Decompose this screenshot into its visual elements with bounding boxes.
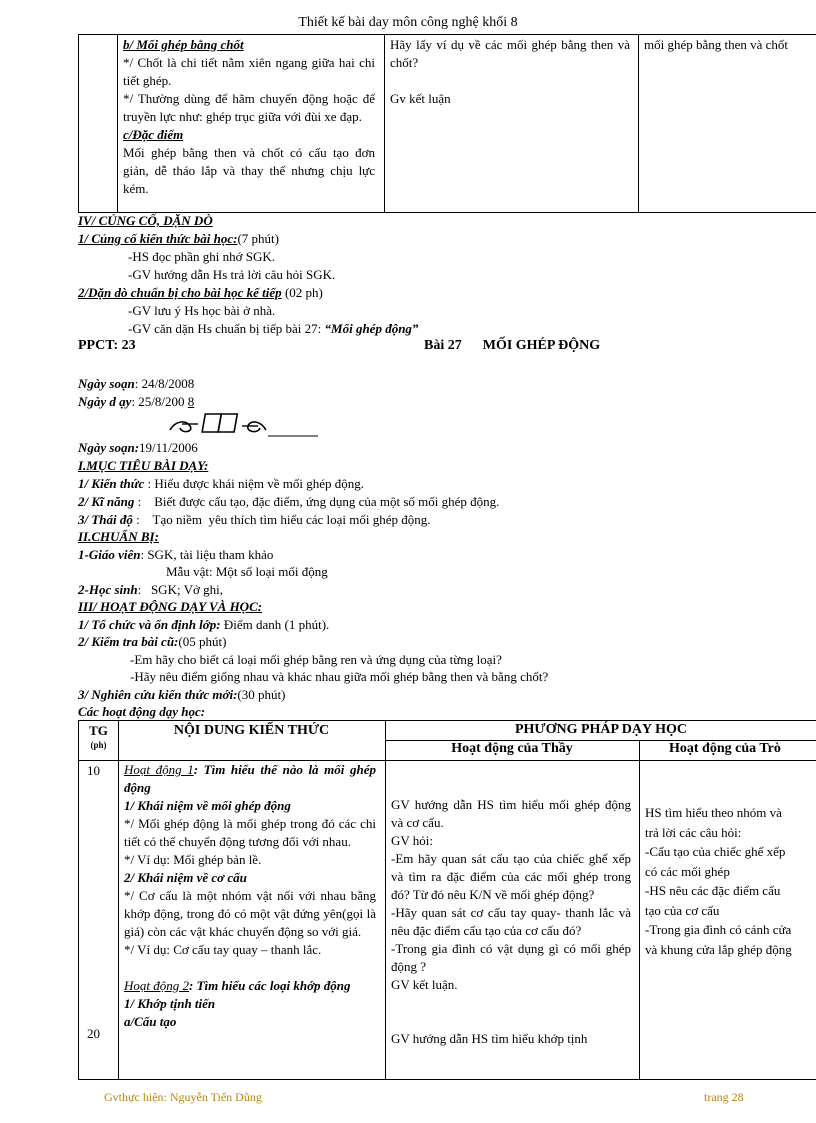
value-suffix: 8 [187,394,195,409]
paragraph: -Trong gia đình có vật dụng gì có mối ghép động ? [391,941,631,974]
paragraph: -Hãy quan sát cơ cấu tay quay- thanh lắc và nêu đặc điểm cấu tạo của cơ cấu đó? [391,905,631,938]
footer-author: Gvthực hiện: Nguyễn Tiến Dũng [104,1090,262,1104]
label: 2/ Kĩ năng [78,494,135,509]
student-cell [644,36,816,54]
objective-knowledge [78,475,364,493]
value: (02 ph) [284,285,323,300]
book-ornament-icon [168,410,320,438]
subheading: 1/ Khái niệm về mối ghép động [124,798,291,813]
paragraph: GV hướng dẫn HS tìm hiểu mối ghép động và cơ cấu. [391,797,631,830]
table-border [385,721,386,1079]
ngay-day [78,393,194,411]
table-border [117,35,118,212]
paragraph: -Cấu tạo của chiếc ghế xếp [645,844,786,859]
objective-skill [78,493,499,511]
cungco-line [78,230,279,248]
footer-page: trang 28 [704,1090,744,1104]
paragraph: GV kết luận. [391,977,458,992]
paragraph: Mối ghép bằng then và chốt có cấu tạo đơn giản, dễ tháo lắp và thay thế nhưng chịu lực kém. [123,145,375,196]
paragraph: */ Mối ghép động là mối ghép trong đó các chi tiết có thể chuyển động tương đối với nhau. [124,816,376,849]
list-item: -HS đọc phần ghi nhớ SGK. [128,249,275,264]
lesson-plan-table [78,720,816,1080]
time-value: 20 [87,1026,100,1041]
col-header-tg: TG [89,723,108,738]
section-title: II.CHUẨN BỊ: [78,529,159,544]
label: 1/ Kiến thức [78,476,145,491]
title: : Tìm hiểu các loại khớp động [189,978,351,993]
text: -GV căn dặn Hs chuẩn bị tiếp bài 27: [128,321,322,336]
label: 2/ Kiểm tra bài cũ: [78,634,179,649]
section-title: IV/ CỦNG CỐ, DẶN DÒ [78,213,213,228]
value: : SGK; Vở ghi, [137,582,223,597]
paragraph: */ Chốt là chi tiết nằm xiên ngang giữa hai chi tiết ghép. [123,55,375,88]
teacher-cell [391,796,631,1048]
label: 3/ Thái độ [78,512,133,527]
value: (05 phút) [178,634,227,649]
prep-teacher [78,546,273,564]
prep-student [78,581,223,599]
subheading: c/Đặc điểm [123,127,184,142]
ngay-soan-2 [78,439,198,457]
ngay-soan [78,375,194,393]
table-border [639,740,640,1079]
value: Điểm danh (1 phút). [220,617,330,632]
section-title: I.MỤC TIÊU BÀI DẠY: [78,458,209,473]
subheading: 1/ Khớp tịnh tiến [124,996,216,1011]
next-lesson: “Mối ghép động” [324,321,419,336]
student-cell [645,803,816,959]
table-border [118,721,119,1079]
col-header-ph: (ph) [90,740,107,750]
list-item: -GV hướng dẫn Hs trả lời câu hỏi SGK. [128,267,336,282]
value: : SGK, tài liệu tham khảo [140,547,274,562]
label: Hoạt động 1 [124,762,194,777]
value: 19/11/2006 [139,440,198,455]
nghien-cuu [78,686,285,704]
label: Hoạt động 2 [124,978,189,993]
paragraph: GV hướng dẫn HS tìm hiểu khớp tịnh [391,1031,588,1046]
paragraph: tạo của cơ cấu [645,902,720,918]
label: Ngày d ạy [78,394,132,409]
col-header-method: PHƯƠNG PHÁP DẠY HỌC [514,722,687,737]
content-cell [124,761,376,1031]
table-border [384,35,385,212]
table-border [78,35,79,212]
activity-heading [124,977,376,995]
answer: mối ghép bằng then và chốt [644,37,789,52]
continuation-table [78,34,816,213]
paragraph: -Em hãy quan sát cấu tạo của chiếc ghế xếp và tìm ra đặc điểm của các mối ghép trong đó? Từ đó nêu K/N về mối ghép động? [391,851,631,902]
col-header-content: NỘI DUNG KIẾN THỨC [173,723,330,738]
title: : Tìm hiểu thế nào là mối ghép động [124,762,376,795]
paragraph: -Trong gia đình có cánh cửa [645,922,792,937]
list-item: -Em hãy cho biết cá loại mối ghép bằng ren và ứng dụng của từng loại? [130,652,502,667]
list-item: -Hãy nêu điểm giống nhau và khác nhau giữa mối ghép bằng then và bằng chốt? [130,669,549,684]
subheading: a/Cấu tạo [124,1014,177,1029]
lesson-title: Bài 27 MỐI GHÉP ĐỘNG [424,338,601,353]
col-header-student: Hoạt động của Trò [669,741,781,756]
value: : 24/8/2008 [134,376,195,391]
label: Ngày soạn: [78,440,140,455]
question: Hãy lấy ví dụ về các mối ghép bằng then và chốt? [390,37,630,70]
value: : Tạo niềm yêu thích tìm hiểu các loại mối ghép động. [132,512,431,527]
page-header-title: Thiết kế bài day môn công nghệ khối 8 [298,15,518,30]
label: 1-Giáo viên [78,547,141,562]
paragraph: GV hỏi: [391,833,434,848]
paragraph: */ Ví dụ: Cơ cấu tay quay – thanh lắc. [124,942,322,957]
label: Ngày soạn [78,376,135,391]
value: (30 phút) [237,687,286,702]
dando-line [78,284,323,302]
subheading: 2/ Khái niệm về cơ cấu [124,870,247,885]
paragraph: và khung cửa lắp ghép động [645,941,792,957]
objective-attitude [78,511,431,529]
paragraph: */ Cơ cấu là một nhóm vật nối với nhau bằng khớp động, trong đó có một vật đứng yên(gọi là giá) còn các vật khác chuyển động so với giá. [124,888,376,939]
list-item [128,320,418,338]
value: (7 phút) [237,231,279,246]
value: : Hiểu được khái niệm về mối ghép động. [144,476,365,491]
paragraph: */ Thường dùng để hãm chuyển động hoặc để truyền lực như: ghép trục giữa với đùi xe đạp. [123,91,375,124]
label: 2/Dặn dò chuẩn bị cho bài học kế tiếp [78,285,282,300]
content-cell [123,36,375,198]
label: 1/ Tổ chức và ổn định lớp: [78,617,221,632]
activities-label: Các hoạt động dạy học: [78,704,206,719]
kiem-tra [78,633,226,651]
prep-teacher-sample: Mẫu vật: Một số loại mối động [166,564,328,579]
value: : Biết được cấu tạo, đặc điểm, ứng dụng của một số mối ghép động. [134,494,500,509]
paragraph: */ Ví dụ: Mối ghép bản lề. [124,852,262,867]
teacher-cell [390,36,630,108]
value: : 25/8/200 [131,394,188,409]
table-border [638,35,639,212]
paragraph: có các mối ghép [645,863,730,879]
activity-heading [124,761,376,797]
subheading: b/ Mối ghép bằng chốt [123,37,244,52]
paragraph: trả lời các câu hỏi: [645,824,742,840]
section-title: III/ HOẠT ĐỘNG DẠY VÀ HỌC: [78,599,263,614]
label: 3/ Nghiên cứu kiến thức mới: [78,687,238,702]
label: 2-Học sinh [78,582,138,597]
paragraph: -HS nêu các đặc điểm cấu [645,883,781,898]
time-value: 10 [87,763,100,778]
label: 1/ Củng cố kiến thức bài học: [78,231,238,246]
conclusion: Gv kết luận [390,91,451,106]
paragraph: HS tìm hiểu theo nhóm và [645,805,782,820]
list-item: -GV lưu ý Hs học bài ở nhà. [128,303,276,318]
to-chuc [78,616,329,634]
ppct: PPCT: 23 [78,338,136,353]
col-header-teacher: Hoạt động của Thầy [451,741,573,756]
